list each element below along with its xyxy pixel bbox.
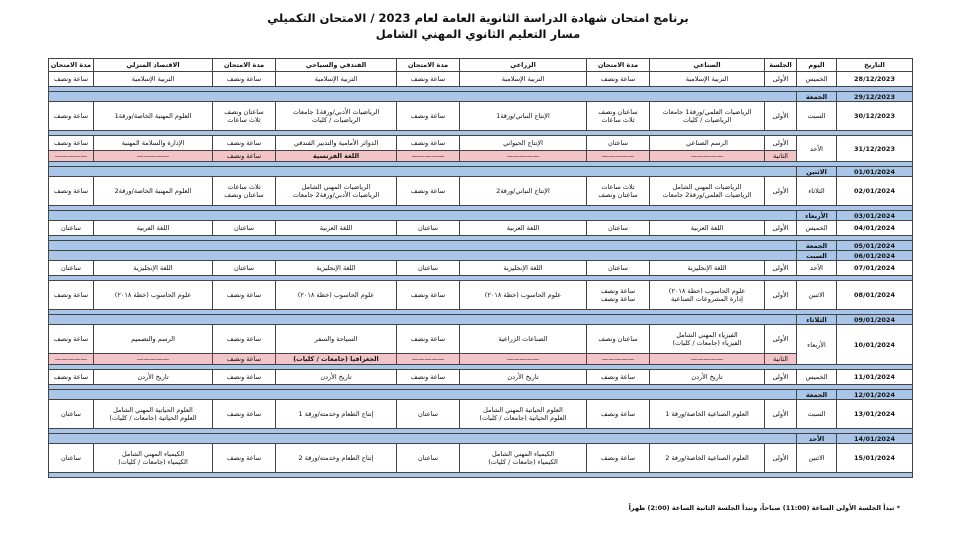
day-cell: الثلاثاء [797, 177, 837, 206]
header-duration: مدة الامتحان [49, 59, 94, 72]
cell-line: العلوم الحياتية (جامعات / كليات) [109, 414, 197, 422]
holiday-fill [49, 315, 797, 325]
cell-line: الرياضيات العلمي/ورقة2 جامعات [662, 191, 752, 199]
industrial-cell: تاريخ الأردن [650, 370, 765, 385]
industrial-cell: الرسم الصناعي [650, 136, 765, 151]
duration-cell: ساعة ونصف [213, 400, 276, 429]
duration-cell: ساعتان [587, 261, 650, 276]
cell-line: الرياضيات العلمي/ورقة1 جامعات [662, 108, 752, 116]
cell-line: الكيمياء (جامعات / كليات) [118, 458, 188, 466]
cell-line: الرياضيات / كليات [311, 116, 361, 124]
header-home-econ: الاقتصاد المنزلي [94, 59, 213, 72]
date-cell: 10/01/2024 [837, 325, 913, 365]
session-cell: الأولى [765, 261, 797, 276]
date-cell: 28/12/2023 [837, 72, 913, 87]
duration-cell: ساعة ونصف [49, 136, 94, 151]
date-cell: 11/01/2024 [837, 370, 913, 385]
industrial-cell: العلوم الصناعية الخاصة/ورقة 1 [650, 400, 765, 429]
hotel-cell: اللغة الفرنسية [276, 151, 397, 162]
duration-cell: ساعة ونصف [49, 102, 94, 131]
cell-line: ساعة ونصف [600, 295, 636, 303]
day-cell: الاثنين [797, 444, 837, 473]
day-cell: الجمعة [797, 390, 837, 400]
duration-cell: ————— [397, 151, 460, 162]
date-cell: 03/01/2024 [837, 211, 913, 221]
session-cell: الأولى [765, 177, 797, 206]
duration-cell [213, 177, 276, 206]
date-cell: 02/01/2024 [837, 177, 913, 206]
day-cell: الثلاثاء [797, 315, 837, 325]
industrial-cell: التربية الإسلامية [650, 72, 765, 87]
duration-cell: ساعة ونصف [213, 151, 276, 162]
table-row [49, 444, 913, 473]
hotel-cell [276, 102, 397, 131]
duration-cell: ساعتان [397, 261, 460, 276]
duration-cell: ساعة ونصف [213, 444, 276, 473]
date-cell: 12/01/2024 [837, 390, 913, 400]
duration-cell: ساعة ونصف [49, 281, 94, 310]
holiday-row [49, 167, 913, 177]
duration-cell: ساعة ونصف [213, 281, 276, 310]
table-row [49, 325, 913, 354]
table-row [49, 261, 913, 276]
holiday-fill [49, 241, 797, 251]
duration-cell: ساعة ونصف [397, 72, 460, 87]
schedule-body [49, 72, 913, 478]
agricultural-cell: اللغة الإنجليزية [460, 261, 587, 276]
second-session-row [49, 354, 913, 365]
cell-line: ثلاث ساعات [227, 183, 261, 191]
date-cell: 08/01/2024 [837, 281, 913, 310]
session-cell: الأولى [765, 400, 797, 429]
header-duration: مدة الامتحان [397, 59, 460, 72]
cell-line: العلوم الحياتية (جامعات / كليات) [479, 414, 567, 422]
duration-cell: ساعتان [397, 400, 460, 429]
title-block [0, 10, 956, 42]
holiday-fill [49, 167, 797, 177]
holiday-row [49, 315, 913, 325]
day-cell: الأربعاء [797, 211, 837, 221]
cell-line: علوم الحاسوب (خطة ٢٠١٨) [668, 287, 746, 295]
home-econ-cell [94, 400, 213, 429]
duration-cell: ساعة ونصف [213, 72, 276, 87]
cell-line: الفيزياء المهني الشامل [676, 331, 738, 339]
date-cell: 07/01/2024 [837, 261, 913, 276]
hotel-cell: التربية الإسلامية [276, 72, 397, 87]
duration-cell: ساعة ونصف [397, 102, 460, 131]
industrial-cell: ————— [650, 354, 765, 365]
duration-cell: ساعة ونصف [397, 177, 460, 206]
day-cell: السبت [797, 251, 837, 261]
day-cell: الجمعة [797, 241, 837, 251]
header-row [49, 59, 913, 72]
duration-cell: ساعتان [587, 221, 650, 236]
header-duration: مدة الامتحان [213, 59, 276, 72]
page-title: برنامج امتحان شهادة الدراسة الثانوية العامة لعام 2023 / الامتحان التكميلي [267, 11, 689, 25]
date-cell: 01/01/2024 [837, 167, 913, 177]
home-econ-cell: الإدارة والسلامة المهنية [94, 136, 213, 151]
home-econ-cell: الرسم والتصميم [94, 325, 213, 354]
footnote: * تبدأ الجلسة الأولى الساعة (11:00) صباحاً، وتبدأ الجلسة الثانية الساعة (2:00) ظهراً [628, 504, 900, 512]
hotel-cell: الجغرافيا (جامعات / كليات) [276, 354, 397, 365]
cell-line: ثلاث ساعات [601, 183, 635, 191]
holiday-fill [49, 251, 797, 261]
date-cell: 31/12/2023 [837, 136, 913, 162]
home-econ-cell: العلوم المهنية الخاصة/ورقة2 [94, 177, 213, 206]
duration-cell: ساعة ونصف [587, 444, 650, 473]
page-subtitle: مسار التعليم الثانوي المهني الشامل [375, 27, 581, 41]
duration-cell: ساعة ونصف [587, 400, 650, 429]
home-econ-cell: علوم الحاسوب (خطة ٢٠١٨) [94, 281, 213, 310]
holiday-fill [49, 92, 797, 102]
agricultural-cell: الإنتاج النباتي/ورقة2 [460, 177, 587, 206]
holiday-row [49, 92, 913, 102]
date-cell: 15/01/2024 [837, 444, 913, 473]
schedule-table [48, 58, 913, 478]
duration-cell: ساعة ونصف [397, 281, 460, 310]
duration-cell: ————— [49, 354, 94, 365]
cell-line: الفيزياء (جامعات / كليات) [672, 339, 742, 347]
table-row [49, 177, 913, 206]
duration-cell: ساعة ونصف [49, 177, 94, 206]
table-row [49, 136, 913, 151]
home-econ-cell: ————— [94, 151, 213, 162]
duration-cell: ساعة ونصف [213, 325, 276, 354]
home-econ-cell: اللغة العربية [94, 221, 213, 236]
duration-cell [213, 102, 276, 131]
header-date: التاريخ [837, 59, 913, 72]
date-cell: 05/01/2024 [837, 241, 913, 251]
home-econ-cell: ————— [94, 354, 213, 365]
industrial-cell [650, 325, 765, 354]
header-agricultural: الزراعي [460, 59, 587, 72]
agricultural-cell: تاريخ الأردن [460, 370, 587, 385]
table-row [49, 72, 913, 87]
home-econ-cell: تاريخ الأردن [94, 370, 213, 385]
hotel-cell [276, 177, 397, 206]
duration-cell: ساعة ونصف [213, 136, 276, 151]
cell-line: ثلاث ساعات [227, 116, 261, 124]
cell-line: ساعتان ونصف [598, 191, 638, 199]
cell-line: العلوم الحياتية المهني الشامل [483, 406, 563, 414]
day-cell: الأربعاء [797, 325, 837, 365]
duration-cell [587, 281, 650, 310]
holiday-row [49, 251, 913, 261]
cell-line: الرياضيات الأدبي/ورقة2 جامعات [292, 191, 380, 199]
date-cell: 29/12/2023 [837, 92, 913, 102]
table-row [49, 221, 913, 236]
cell-line: ساعة ونصف [600, 287, 636, 295]
agricultural-cell: ————— [460, 151, 587, 162]
industrial-cell: اللغة العربية [650, 221, 765, 236]
header-industrial: الصناعي [650, 59, 765, 72]
day-cell: الأحد [797, 434, 837, 444]
agricultural-cell: الإنتاج الحيواني [460, 136, 587, 151]
agricultural-cell: التربية الإسلامية [460, 72, 587, 87]
date-cell: 09/01/2024 [837, 315, 913, 325]
day-cell: الخميس [797, 370, 837, 385]
duration-cell: ساعتان ونصف [587, 325, 650, 354]
cell-line: الكيمياء (جامعات / كليات) [488, 458, 558, 466]
table-row [49, 370, 913, 385]
duration-cell: ساعتان [49, 261, 94, 276]
cell-line: الكيمياء المهني الشامل [491, 450, 555, 458]
duration-cell [587, 102, 650, 131]
duration-cell: ساعة ونصف [397, 370, 460, 385]
duration-cell: ساعة ونصف [49, 325, 94, 354]
duration-cell: ساعة ونصف [49, 72, 94, 87]
duration-cell: ساعتان [49, 444, 94, 473]
cell-line: الرياضيات / كليات [682, 116, 732, 124]
day-cell: الأحد [797, 261, 837, 276]
hotel-cell: إنتاج الطعام وخدمته/ورقة 2 [276, 444, 397, 473]
session-cell: الثانية [765, 354, 797, 365]
day-cell: الاثنين [797, 281, 837, 310]
session-cell: الأولى [765, 444, 797, 473]
industrial-cell [650, 102, 765, 131]
agricultural-cell: ————— [460, 354, 587, 365]
session-cell: الأولى [765, 221, 797, 236]
session-cell: الأولى [765, 72, 797, 87]
spacer-row [49, 473, 913, 478]
holiday-row [49, 434, 913, 444]
session-cell: الأولى [765, 136, 797, 151]
duration-cell: ساعة ونصف [397, 136, 460, 151]
cell-line: إدارة المشروعات الصناعية [671, 295, 743, 303]
industrial-cell [650, 177, 765, 206]
cell-line: الرياضيات المهني الشامل [672, 183, 742, 191]
duration-cell: ————— [49, 151, 94, 162]
cell-line: الرياضيات الأدبي/ورقة1 جامعات [292, 108, 380, 116]
duration-cell: ساعة ونصف [397, 325, 460, 354]
session-cell: الأولى [765, 102, 797, 131]
industrial-cell: ————— [650, 151, 765, 162]
table-row [49, 102, 913, 131]
date-cell: 04/01/2024 [837, 221, 913, 236]
agricultural-cell: اللغة العربية [460, 221, 587, 236]
header-hotel: الفندقي والسياحي [276, 59, 397, 72]
duration-cell: ————— [587, 151, 650, 162]
industrial-cell: اللغة الإنجليزية [650, 261, 765, 276]
holiday-fill [49, 211, 797, 221]
duration-cell: ساعة ونصف [587, 370, 650, 385]
duration-cell: ساعتان [587, 136, 650, 151]
home-econ-cell [94, 444, 213, 473]
session-cell: الأولى [765, 370, 797, 385]
spacer-cell [49, 473, 913, 478]
home-econ-cell: العلوم المهنية الخاصة/ورقة1 [94, 102, 213, 131]
hotel-cell: السياحة والسفر [276, 325, 397, 354]
hotel-cell: علوم الحاسوب (خطة ٢٠١٨) [276, 281, 397, 310]
hotel-cell: إنتاج الطعام وخدمته/ورقة 1 [276, 400, 397, 429]
date-cell: 06/01/2024 [837, 251, 913, 261]
duration-cell: ساعة ونصف [213, 370, 276, 385]
day-cell: الأحد [797, 136, 837, 162]
session-cell: الثانية [765, 151, 797, 162]
holiday-row [49, 241, 913, 251]
day-cell: الجمعة [797, 92, 837, 102]
cell-line: ساعتان ونصف [224, 191, 264, 199]
cell-line: الكيمياء المهني الشامل [121, 450, 185, 458]
cell-line: ساعتان ونصف [598, 108, 638, 116]
duration-cell: ساعة ونصف [587, 72, 650, 87]
day-cell: السبت [797, 400, 837, 429]
duration-cell: ساعتان [213, 221, 276, 236]
header-session: الجلسة [765, 59, 797, 72]
date-cell: 30/12/2023 [837, 102, 913, 131]
table-row [49, 281, 913, 310]
day-cell: الخميس [797, 72, 837, 87]
table-row [49, 400, 913, 429]
header-duration: مدة الامتحان [587, 59, 650, 72]
agricultural-cell: الصناعات الزراعية [460, 325, 587, 354]
duration-cell: ساعتان [49, 221, 94, 236]
cell-line: ساعتان ونصف [224, 108, 264, 116]
agricultural-cell: علوم الحاسوب (خطة ٢٠١٨) [460, 281, 587, 310]
day-cell: السبت [797, 102, 837, 131]
holiday-row [49, 211, 913, 221]
industrial-cell [650, 281, 765, 310]
header-day: اليوم [797, 59, 837, 72]
second-session-row [49, 151, 913, 162]
agricultural-cell [460, 400, 587, 429]
duration-cell: ساعتان [49, 400, 94, 429]
duration-cell: ————— [397, 354, 460, 365]
session-cell: الأولى [765, 281, 797, 310]
date-cell: 13/01/2024 [837, 400, 913, 429]
session-cell: الأولى [765, 325, 797, 354]
day-cell: الخميس [797, 221, 837, 236]
date-cell: 14/01/2024 [837, 434, 913, 444]
holiday-row [49, 390, 913, 400]
holiday-fill [49, 434, 797, 444]
hotel-cell: اللغة العربية [276, 221, 397, 236]
duration-cell: ساعة ونصف [213, 354, 276, 365]
cell-line: الرياضيات المهني الشامل [301, 183, 371, 191]
home-econ-cell: التربية الإسلامية [94, 72, 213, 87]
holiday-fill [49, 390, 797, 400]
cell-line: ثلاث ساعات [601, 116, 635, 124]
hotel-cell: اللغة الإنجليزية [276, 261, 397, 276]
agricultural-cell [460, 444, 587, 473]
home-econ-cell: اللغة الإنجليزية [94, 261, 213, 276]
duration-cell: ساعتان [397, 221, 460, 236]
cell-line: العلوم الحياتية المهني الشامل [113, 406, 193, 414]
duration-cell: ————— [587, 354, 650, 365]
duration-cell: ساعتان [213, 261, 276, 276]
duration-cell [587, 177, 650, 206]
duration-cell: ساعة ونصف [49, 370, 94, 385]
duration-cell: ساعتان [397, 444, 460, 473]
industrial-cell: العلوم الصناعية الخاصة/ورقة 2 [650, 444, 765, 473]
day-cell: الاثنين [797, 167, 837, 177]
hotel-cell: الدوائر الأمامية والتدبير الفندقي [276, 136, 397, 151]
agricultural-cell: الإنتاج النباتي/ورقة1 [460, 102, 587, 131]
hotel-cell: تاريخ الأردن [276, 370, 397, 385]
